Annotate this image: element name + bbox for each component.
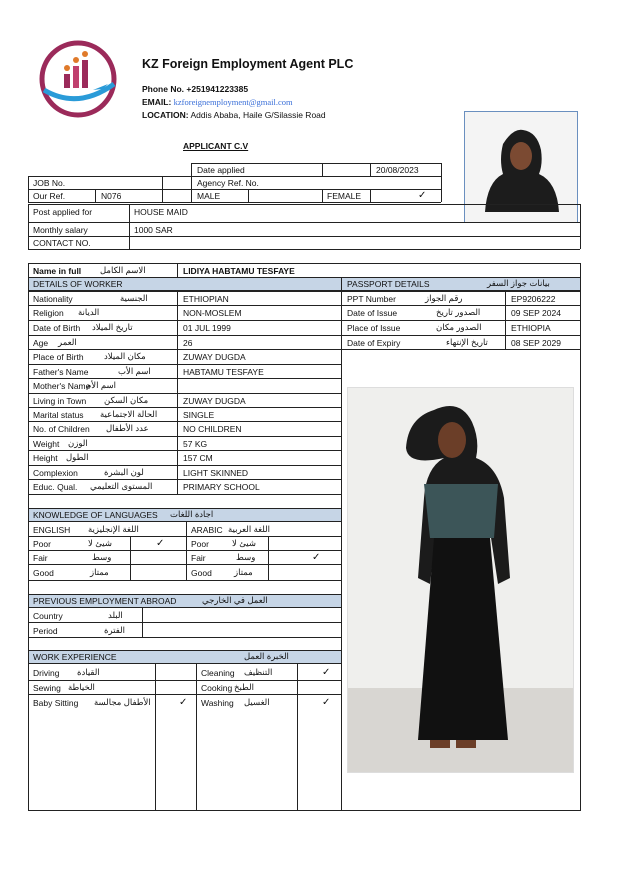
worker-field-label: Weight [33, 439, 60, 449]
worker-field-label-ar: العمر [58, 337, 77, 347]
arabic-level-label: Fair [191, 553, 206, 563]
worker-field-label-ar: مكان السكن [104, 395, 149, 405]
prev-employment-header-ar: العمل في الخارجي [202, 595, 268, 605]
work-skill-check-mark: ✓ [322, 667, 331, 678]
passport-header-ar: بيانات جواز السفر [487, 278, 550, 288]
worker-field-label: Complexion [33, 468, 78, 478]
worker-field-value: NO CHILDREN [183, 424, 242, 434]
work-experience-header-ar: الخبرة العمل [244, 651, 289, 661]
name-label-ar: الاسم الكامل [100, 265, 146, 275]
worker-field-value: 57 KG [183, 439, 208, 449]
worker-field-label: Date of Birth [33, 323, 81, 333]
english-label: ENGLISH [33, 525, 71, 535]
our-ref-label: Our Ref. [33, 191, 66, 201]
arabic-level-label-ar: شيئ لا [232, 538, 256, 548]
english-label-ar: اللغة الإنجليزية [88, 524, 139, 534]
arabic-level-check-mark: ✓ [312, 552, 321, 563]
country-label: Country [33, 611, 63, 621]
worker-field-value: LIGHT SKINNED [183, 468, 249, 478]
location-label: LOCATION: [142, 110, 189, 120]
company-phone [142, 84, 248, 95]
work-skill-label: Sewing [33, 683, 61, 693]
work-skill-check-mark: ✓ [322, 697, 331, 708]
worker-field-value: 01 JUL 1999 [183, 323, 231, 333]
passport-field-label: PPT Number [347, 294, 396, 304]
female-check-mark: ✓ [418, 190, 427, 201]
female-label: FEMALE [327, 191, 362, 201]
worker-field-label: Mother's Name [33, 381, 91, 391]
work-skill-label-ar: الأطفال مجالسة [94, 697, 151, 707]
english-level-label-ar: وسط [92, 552, 112, 562]
passport-field-value: ETHIOPIA [511, 323, 551, 333]
worker-field-label: Nationality [33, 294, 73, 304]
email-label: EMAIL: [142, 97, 172, 107]
worker-field-value: NON-MOSLEM [183, 308, 242, 318]
english-level-label: Poor [33, 539, 51, 549]
passport-field-label-ar: الصدور مكان [436, 322, 482, 332]
worker-field-value: ZUWAY DUGDA [183, 352, 246, 362]
passport-field-label: Date of Expiry [347, 338, 401, 348]
worker-field-label: Educ. Qual. [33, 482, 78, 492]
period-label-ar: الفترة [104, 625, 125, 635]
name-label: Name in full [33, 266, 82, 276]
work-skill-label-ar: الخياطة [68, 682, 95, 692]
email-link[interactable]: kzforeignemployment@gmail.com [173, 97, 293, 107]
date-applied-value: 20/08/2023 [376, 165, 419, 175]
headshot-photo [464, 111, 578, 223]
work-skill-label: Driving [33, 668, 60, 678]
work-skill-label: Cooking [201, 683, 233, 693]
english-level-label-ar: ممتاز [90, 567, 109, 577]
passport-field-label-ar: رقم الجواز [425, 293, 463, 303]
location-value: Addis Ababa, Haile G/Silassie Road [190, 110, 326, 120]
work-experience-header: WORK EXPERIENCE [33, 652, 117, 662]
work-skill-label: Baby Sitting [33, 698, 79, 708]
worker-field-label: No. of Children [33, 424, 90, 434]
post-value: HOUSE MAID [134, 207, 188, 217]
worker-field-label: Marital status [33, 410, 84, 420]
worker-field-value: ETHIOPIAN [183, 294, 229, 304]
languages-header: KNOWLEDGE OF LANGUAGES [33, 510, 158, 520]
contact-label: CONTACT NO. [33, 238, 91, 248]
our-ref-value: N076 [101, 191, 122, 201]
work-skill-label: Cleaning [201, 668, 235, 678]
worker-field-label-ar: الحالة الاجتماعية [100, 409, 158, 419]
english-level-label: Fair [33, 553, 48, 563]
worker-field-label: Age [33, 338, 49, 348]
passport-field-value: 08 SEP 2029 [511, 338, 561, 348]
work-skill-label-ar: القيادة [77, 667, 100, 677]
worker-field-label-ar: اسم الأب [118, 366, 151, 376]
arabic-level-label-ar: وسط [236, 552, 256, 562]
company-location [142, 110, 326, 121]
name-value: LIDIYA HABTAMU TESFAYE [183, 266, 295, 276]
worker-field-label: Religion [33, 308, 64, 318]
details-of-worker-header: DETAILS OF WORKER [33, 279, 123, 289]
english-level-check-mark: ✓ [156, 538, 165, 549]
worker-field-label-ar: عدد الأطفال [106, 423, 149, 433]
worker-field-label-ar: لون البشرة [104, 467, 144, 477]
work-skill-label-ar: الطبخ [234, 682, 254, 692]
date-applied-label: Date applied [197, 165, 245, 175]
worker-field-value: 157 CM [183, 453, 213, 463]
passport-field-label: Place of Issue [347, 323, 401, 333]
worker-field-label-ar: الجنسية [120, 293, 148, 303]
work-skill-check-mark: ✓ [179, 697, 188, 708]
passport-field-label-ar: الصدور تاريخ [436, 307, 481, 317]
arabic-label: ARABIC [191, 525, 223, 535]
full-body-photo [347, 387, 574, 773]
worker-field-value: 26 [183, 338, 193, 348]
agency-ref-label: Agency Ref. No. [197, 178, 259, 188]
work-skill-label: Washing [201, 698, 234, 708]
salary-label: Monthly salary [33, 225, 88, 235]
passport-field-label: Date of Issue [347, 308, 398, 318]
salary-value: 1000 SAR [134, 225, 173, 235]
phone-value: +251941223385 [186, 84, 249, 94]
worker-field-label: Father's Name [33, 367, 89, 377]
worker-field-label-ar: الديانة [78, 307, 100, 317]
worker-field-label: Living in Town [33, 396, 87, 406]
worker-field-label-ar: مكان الميلاد [104, 351, 146, 361]
english-level-label: Good [33, 568, 54, 578]
worker-field-label: Height [33, 453, 58, 463]
company-email [142, 97, 293, 108]
languages-header-ar: اجادة اللغات [170, 509, 214, 519]
english-level-label-ar: شيئ لا [88, 538, 112, 548]
worker-field-value: SINGLE [183, 410, 215, 420]
country-label-ar: البلد [108, 610, 123, 620]
worker-field-label-ar: الطول [66, 452, 89, 462]
worker-field-value: HABTAMU TESFAYE [183, 367, 264, 377]
job-no-label: JOB No. [33, 178, 66, 188]
arabic-label-ar: اللغة العربية [228, 524, 271, 534]
worker-field-label-ar: المستوى التعليمي [90, 481, 153, 491]
prev-employment-header: PREVIOUS EMPLOYMENT ABROAD [33, 596, 177, 606]
worker-field-label-ar: تاريخ الميلاد [92, 322, 133, 332]
company-logo [38, 40, 120, 118]
work-skill-label-ar: التنظيف [244, 667, 273, 677]
arabic-level-label-ar: ممتاز [234, 567, 253, 577]
worker-field-label: Place of Birth [33, 352, 84, 362]
company-name: KZ Foreign Employment Agent PLC [142, 57, 354, 71]
passport-header: PASSPORT DETAILS [347, 279, 430, 289]
worker-field-value: ZUWAY DUGDA [183, 396, 246, 406]
arabic-level-label: Poor [191, 539, 209, 549]
work-skill-label-ar: الغسيل [244, 697, 270, 707]
worker-field-label-ar: اسم الأم [86, 380, 116, 390]
male-label: MALE [197, 191, 221, 201]
worker-field-label-ar: الوزن [68, 438, 88, 448]
worker-field-value: PRIMARY SCHOOL [183, 482, 260, 492]
passport-field-value: 09 SEP 2024 [511, 308, 561, 318]
page-title: APPLICANT C.V [183, 141, 249, 151]
period-label: Period [33, 626, 58, 636]
phone-label: Phone No. [142, 84, 185, 94]
passport-field-value: EP9206222 [511, 294, 556, 304]
arabic-level-label: Good [191, 568, 212, 578]
post-label: Post applied for [33, 207, 93, 217]
passport-field-label-ar: تاريخ الإنتهاء [446, 337, 488, 347]
